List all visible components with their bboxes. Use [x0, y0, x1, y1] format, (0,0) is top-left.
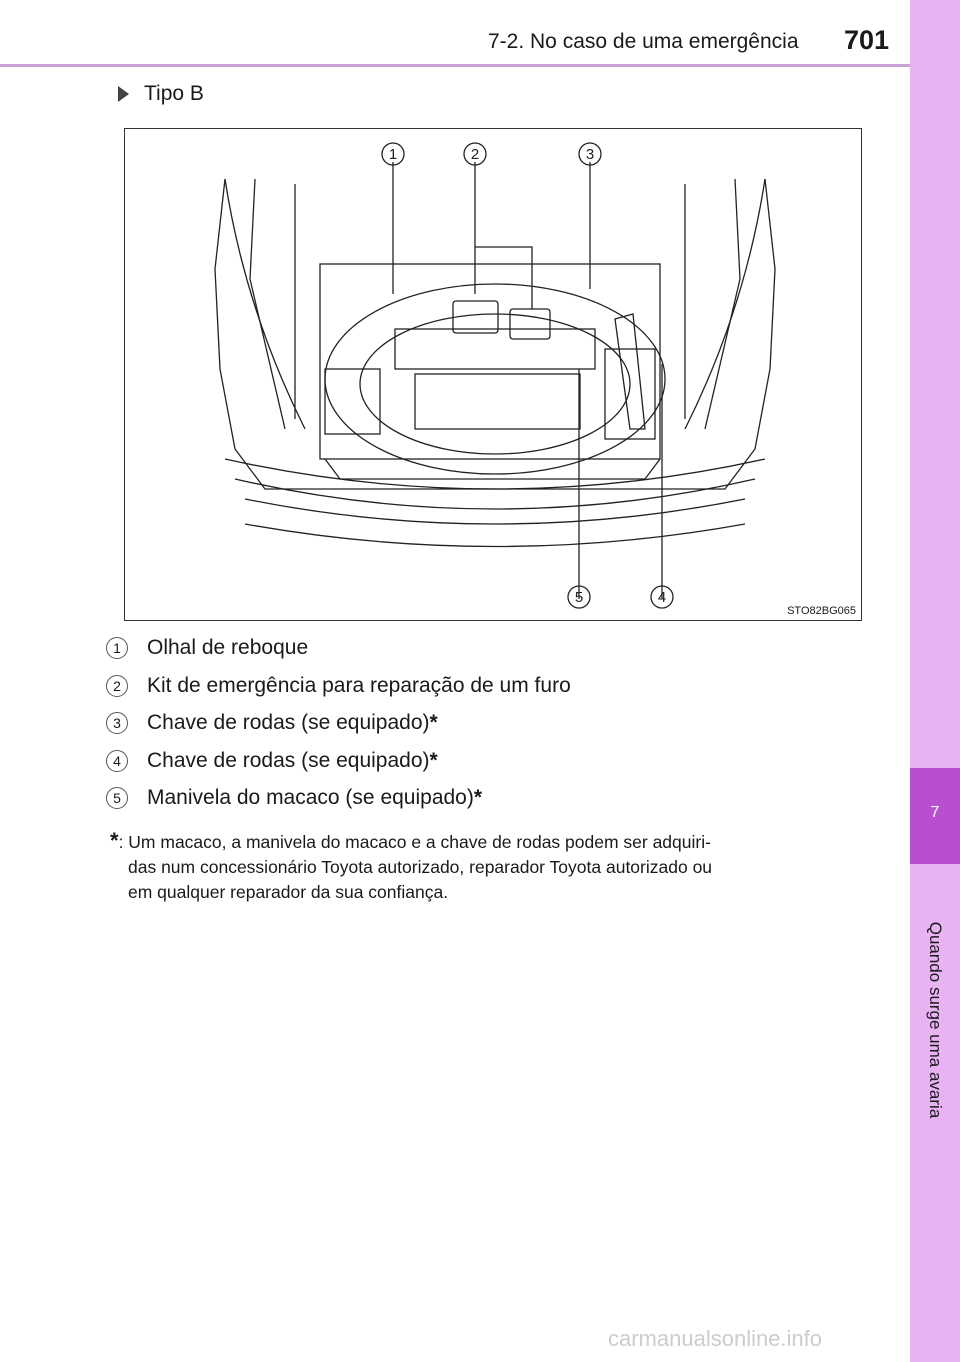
callout-3: 3 [585, 146, 595, 163]
header-divider [0, 64, 910, 67]
callout-1: 1 [388, 146, 398, 163]
legend-item [106, 674, 571, 698]
legend-text: Chave de rodas (se equipado) [147, 711, 430, 734]
trunk-illustration [124, 128, 862, 621]
legend-text: Olhal de reboque [147, 636, 309, 659]
legend-number: 5 [106, 787, 128, 809]
callout-4: 4 [657, 589, 667, 606]
chapter-side-tab [910, 0, 960, 1362]
chapter-number: 7 [930, 804, 940, 821]
legend-item: 5 Manivela do macaco (se equipado) * [106, 786, 482, 810]
type-label-text: Tipo B [144, 82, 204, 105]
figure-code: STO82BG065 [787, 605, 856, 617]
type-heading [118, 82, 204, 106]
page-number: 701 [844, 25, 890, 55]
legend-item: 3 Chave de rodas (se equipado) * [106, 711, 438, 735]
trunk-drawing [125, 129, 861, 620]
triangle-bullet-icon [118, 86, 129, 102]
legend-item [106, 636, 308, 660]
legend-number: 2 [106, 675, 128, 697]
legend-number: 1 [106, 637, 128, 659]
callout-5: 5 [574, 589, 584, 606]
legend-item: 4 Chave de rodas (se equipado) * [106, 749, 438, 773]
footnote-line-2: das num concessionário Toyota autorizado, reparador Toyota autorizado ou [128, 857, 713, 877]
footnote-line-3: em qualquer reparador da sua confiança. [128, 882, 449, 902]
legend-number: 4 [106, 750, 128, 772]
legend-text: Manivela do macaco (se equipado) [147, 786, 474, 809]
section-header: 7-2. No caso de uma emergência [488, 30, 799, 53]
legend-number: 3 [106, 712, 128, 734]
callout-2: 2 [470, 146, 480, 163]
chapter-title: Quando surge uma avaria [926, 921, 945, 1119]
footnote-line-1: : Um macaco, a manivela do macaco e a chave de rodas podem ser adquiri- [118, 832, 711, 852]
footnote-asterisk: * [110, 828, 119, 853]
legend-text: Chave de rodas (se equipado) [147, 749, 430, 772]
footnote [110, 828, 865, 905]
watermark: carmanualsonline.info [608, 1326, 823, 1351]
legend-text: Kit de emergência para reparação de um furo [147, 674, 571, 697]
